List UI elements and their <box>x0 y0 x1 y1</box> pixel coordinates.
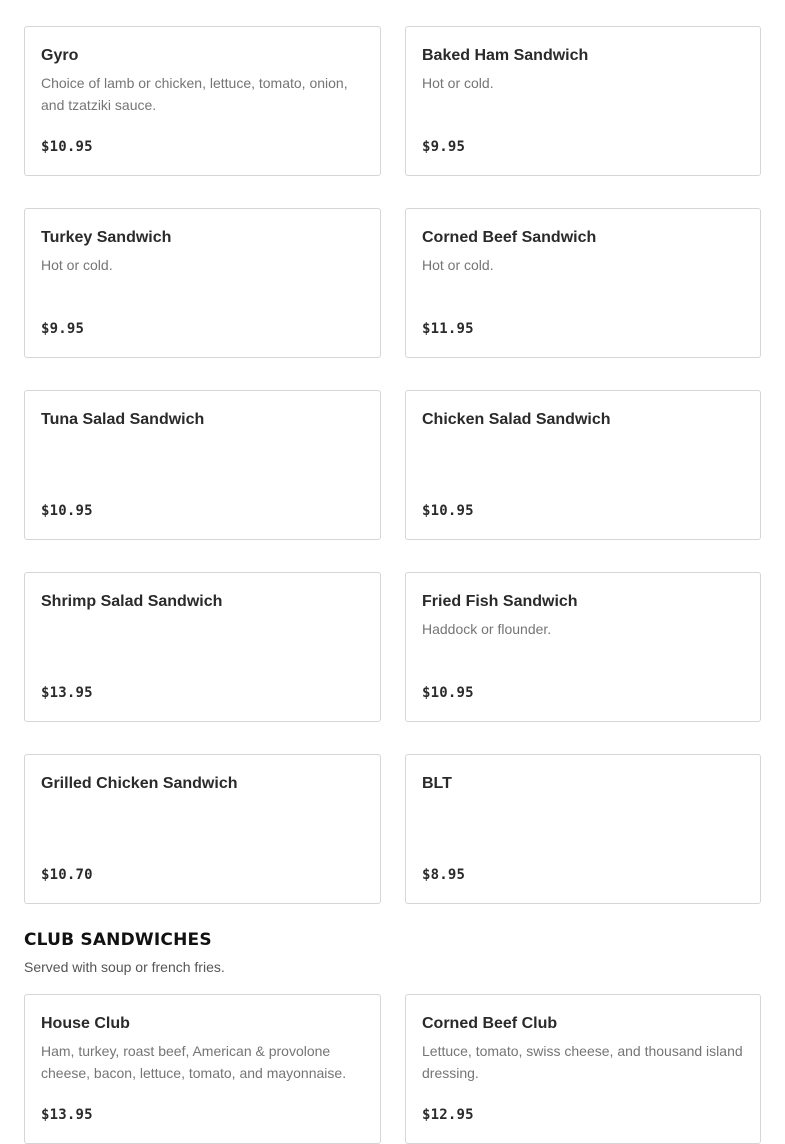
menu-item-price: $9.95 <box>422 139 466 155</box>
section-subtitle: Served with soup or french fries. <box>24 959 225 975</box>
menu-item-card[interactable] <box>24 390 381 540</box>
menu-item-card[interactable] <box>24 994 381 1144</box>
menu-item-name: Shrimp Salad Sandwich <box>41 593 223 610</box>
menu-item-description: Hot or cold. <box>422 257 494 273</box>
menu-item-price: $9.95 <box>41 321 85 337</box>
menu-item-price: $13.95 <box>41 685 93 701</box>
menu-item-name: Corned Beef Sandwich <box>422 229 597 246</box>
menu-item-name: Corned Beef Club <box>422 1015 558 1032</box>
menu-item-price: $10.95 <box>422 503 474 519</box>
menu-item-name: Gyro <box>41 47 79 64</box>
menu-item-price: $8.95 <box>422 867 466 883</box>
menu-item-card[interactable] <box>405 754 761 904</box>
club-sandwiches-section <box>24 930 761 976</box>
menu-item-price: $10.70 <box>41 867 93 883</box>
menu-item-name: Fried Fish Sandwich <box>422 593 578 610</box>
menu-item-card[interactable] <box>405 994 761 1144</box>
club-items-grid <box>24 994 761 1144</box>
menu-item-name: Grilled Chicken Sandwich <box>41 775 238 792</box>
menu-item-description: Lettuce, tomato, swiss cheese, and thousand island dressing. <box>422 1043 743 1081</box>
menu-item-description: Haddock or flounder. <box>422 621 552 637</box>
menu-item-description: Hot or cold. <box>41 257 113 273</box>
menu-item-description: Hot or cold. <box>422 75 494 91</box>
menu-item-description: Choice of lamb or chicken, lettuce, tomato, onion, and tzatziki sauce. <box>41 75 348 113</box>
menu-item-card[interactable] <box>24 208 381 358</box>
menu-item-card[interactable] <box>24 26 381 176</box>
menu-item-price: $13.95 <box>41 1107 93 1123</box>
menu-item-card[interactable] <box>405 208 761 358</box>
menu-item-name: BLT <box>422 775 452 792</box>
menu-item-description: Ham, turkey, roast beef, American & provolone cheese, bacon, lettuce, tomato, and mayonnaise. <box>41 1043 347 1081</box>
menu-item-name: Baked Ham Sandwich <box>422 47 589 64</box>
menu-items-grid <box>24 26 761 904</box>
menu-item-card[interactable] <box>24 572 381 722</box>
menu-item-price: $10.95 <box>422 685 474 701</box>
menu-item-name: Turkey Sandwich <box>41 229 172 246</box>
section-title: CLUB SANDWICHES <box>24 930 212 950</box>
menu-item-card[interactable] <box>405 26 761 176</box>
menu-item-name: Tuna Salad Sandwich <box>41 411 205 428</box>
menu-item-price: $11.95 <box>422 321 474 337</box>
menu-item-name: House Club <box>41 1015 130 1032</box>
menu-item-price: $12.95 <box>422 1107 474 1123</box>
menu-item-price: $10.95 <box>41 503 93 519</box>
menu-item-card[interactable] <box>24 754 381 904</box>
menu-item-card[interactable] <box>405 572 761 722</box>
menu-item-card[interactable] <box>405 390 761 540</box>
menu-item-name: Chicken Salad Sandwich <box>422 411 611 428</box>
menu-item-price: $10.95 <box>41 139 93 155</box>
